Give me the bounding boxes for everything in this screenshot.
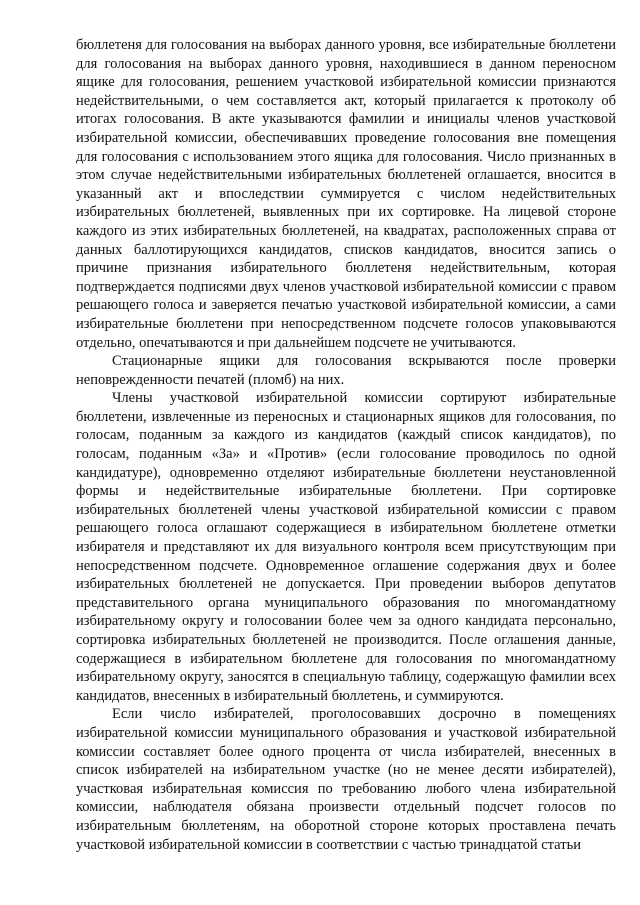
paragraph-ballot-sorting: Члены участковой избирательной комиссии сортируют избирательные бюллетени, извлеченные из переносных и стационарных ящиков для голосования, по голосам, поданным за каждого из кандидатов (каждый список кандидатов), по голосам, поданным «За» и «Против» (если голосование проводилось по одной кандидатуре), одновременно отделяют избирательные бюллетени неустановленной формы и недействительные избирательные бюллетени. При сортировке избирательных бюллетеней члены участковой избирательной комиссии с правом решающего голоса оглашают содержащиеся в избирательном бюллетене отметки избирателя и представляют их для визуального контроля всем присутствующим при непосредственном подсчете. Одновременное оглашение содержания двух и более избирательных бюллетеней не допускается. При проведении выборов депутатов представительного органа муниципального образования по многомандатному избирательному округу и голосовании более чем за одного кандидата персонально, сортировка избирательных бюллетеней не производится. После оглашения данные, содержащиеся в избирательном бюллетене для голосования по многомандатному избирательному округу, заносятся в специальную таблицу, содержащую фамилии всех кандидатов, внесенных в избирательный бюллетень, и суммируются. [76, 390, 616, 704]
paragraph-stationary-boxes: Стационарные ящики для голосования вскрываются после проверки неповрежденности печатей (пломб) на них. [76, 353, 616, 388]
paragraph-invalid-ballots-act: бюллетеня для голосования на выборах данного уровня, все избирательные бюллетени для голосования на выборах данного уровня, находившиеся в данном переносном ящике для голосования, решением участковой избирательной комиссии признаются недействительными, о чем составляется акт, который прилагается к протоколу об итогах голосования. В акте указываются фамилии и инициалы членов участковой избирательной комиссии, обеспечивавших проведение голосования вне помещения для голосования с использованием этого ящика для голосования. Число признанных в этом случае недействительными избирательных бюллетеней оглашается, вносится в указанный акт и впоследствии суммируется с числом недействительных избирательных бюллетеней, выявленных при их сортировке. На лицевой стороне каждого из этих избирательных бюллетеней, на квадратах, расположенных справа от данных баллотирующихся кандидатов, списков кандидатов, вносится запись о причине признания избирательного бюллетеня недействительным, которая подтверждается подписями двух членов участковой избирательной комиссии с правом решающего голоса и заверяется печатью участковой избирательной комиссии, а сами избирательные бюллетени при непосредственном подсчете голосов упаковываются отдельно, опечатываются и при дальнейшем подсчете не учитываются. [76, 37, 616, 351]
document-page [76, 36, 616, 854]
paragraph-early-voting-count: Если число избирателей, проголосовавших досрочно в помещениях избирательной комиссии муниципального образования и участковой избирательной комиссии составляет более одного процента от числа избирателей, внесенных в список избирателей на избирательном участке (но не менее десяти избирателей), участковая избирательная комиссия по требованию любого члена избирательной комиссии, наблюдателя обязана произвести отдельный подсчет голосов по избирательным бюллетеням, на оборотной стороне которых проставлена печать участковой избирательной комиссии в соответствии с частью тринадцатой статьи [76, 706, 616, 853]
